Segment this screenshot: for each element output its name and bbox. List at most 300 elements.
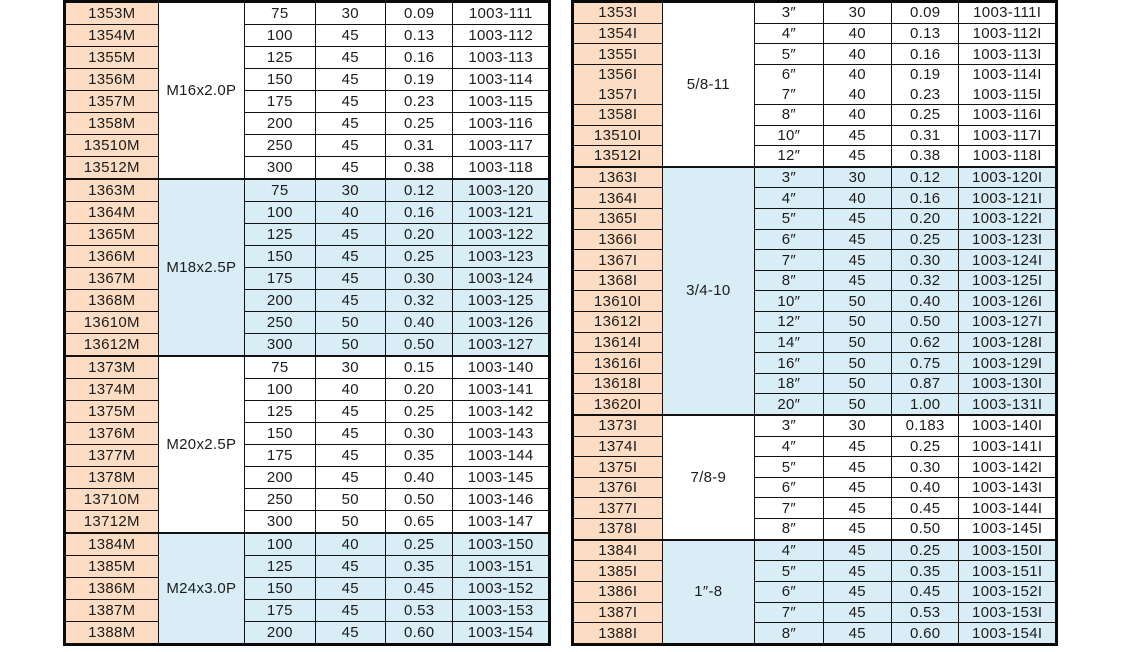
table-row — [573, 167, 1057, 188]
table-row — [65, 533, 550, 556]
shank-cell: 45 — [315, 245, 385, 267]
length-cell: 300 — [245, 333, 315, 356]
table-row — [573, 270, 1057, 291]
model-cell: 1375I — [573, 457, 663, 478]
shank-cell: 45 — [315, 400, 385, 422]
weight-cell: 0.65 — [385, 510, 452, 533]
part-number-cell: 1003-143 — [453, 422, 550, 444]
weight-cell: 0.53 — [385, 599, 452, 621]
length-cell: 100 — [245, 202, 315, 224]
weight-cell: 0.87 — [891, 373, 958, 394]
part-number-cell: 1003-150I — [959, 540, 1057, 561]
model-cell: 1356M — [65, 69, 159, 91]
shank-cell: 45 — [315, 223, 385, 245]
model-cell: 1387M — [65, 599, 159, 621]
length-cell: 200 — [245, 112, 315, 134]
part-number-cell: 1003-121I — [959, 188, 1057, 209]
part-number-cell: 1003-127I — [959, 312, 1057, 333]
shank-cell: 50 — [823, 291, 891, 312]
weight-cell: 0.32 — [891, 270, 958, 291]
weight-cell: 0.30 — [891, 457, 958, 478]
model-cell: 1366M — [65, 245, 159, 267]
shank-cell: 45 — [315, 444, 385, 466]
shank-cell: 45 — [315, 577, 385, 599]
shank-cell: 40 — [315, 202, 385, 224]
part-number-cell: 1003-153I — [959, 602, 1057, 623]
shank-cell: 45 — [315, 555, 385, 577]
model-cell: 1356I — [573, 64, 663, 84]
model-cell: 13614I — [573, 332, 663, 353]
length-cell: 200 — [245, 466, 315, 488]
shank-cell: 45 — [823, 498, 891, 519]
table-row — [65, 422, 550, 444]
part-number-cell: 1003-154 — [453, 621, 550, 644]
thread-spec-cell: M20x2.5P — [158, 356, 245, 533]
shank-cell: 50 — [315, 488, 385, 510]
model-cell: 1358M — [65, 112, 159, 134]
model-cell: 13512M — [65, 156, 159, 179]
part-number-cell: 1003-116I — [959, 104, 1057, 125]
shank-cell: 30 — [823, 2, 891, 24]
shank-cell: 45 — [823, 602, 891, 623]
length-cell: 75 — [245, 356, 315, 379]
weight-cell: 0.45 — [891, 581, 958, 602]
part-number-cell: 1003-140I — [959, 415, 1057, 436]
length-cell: 3″ — [755, 167, 823, 188]
length-cell: 175 — [245, 444, 315, 466]
weight-cell: 0.50 — [891, 312, 958, 333]
table-row — [573, 44, 1057, 65]
thread-spec-cell: 3/4-10 — [662, 167, 755, 415]
weight-cell: 0.25 — [385, 245, 452, 267]
part-number-cell: 1003-117 — [453, 134, 550, 156]
weight-cell: 0.30 — [385, 422, 452, 444]
table-row — [65, 333, 550, 356]
thread-spec-cell: M18x2.5P — [158, 179, 245, 356]
weight-cell: 0.12 — [385, 179, 452, 202]
table-row — [573, 23, 1057, 44]
length-cell: 5″ — [755, 209, 823, 230]
model-cell: 1364M — [65, 202, 159, 224]
part-number-cell: 1003-115 — [453, 91, 550, 113]
shank-cell: 50 — [823, 332, 891, 353]
part-number-cell: 1003-120I — [959, 167, 1057, 188]
shank-cell: 45 — [315, 267, 385, 289]
shank-cell: 45 — [823, 146, 891, 167]
part-number-cell: 1003-124 — [453, 267, 550, 289]
length-cell: 8″ — [755, 270, 823, 291]
weight-cell: 0.50 — [385, 333, 452, 356]
table-row — [65, 488, 550, 510]
table-row — [573, 457, 1057, 478]
part-number-cell: 1003-118 — [453, 156, 550, 179]
model-cell: 1374I — [573, 436, 663, 457]
part-number-cell: 1003-124I — [959, 250, 1057, 271]
weight-cell: 0.183 — [891, 415, 958, 436]
shank-cell: 45 — [823, 561, 891, 582]
model-cell: 1354M — [65, 25, 159, 47]
shank-cell: 40 — [315, 533, 385, 556]
table-row — [65, 245, 550, 267]
model-cell: 1368M — [65, 289, 159, 311]
model-cell: 1377I — [573, 498, 663, 519]
part-number-cell: 1003-151I — [959, 561, 1057, 582]
weight-cell: 0.20 — [891, 209, 958, 230]
part-number-cell: 1003-152I — [959, 581, 1057, 602]
length-cell: 8″ — [755, 104, 823, 125]
length-cell: 4″ — [755, 540, 823, 561]
model-cell: 1386I — [573, 581, 663, 602]
shank-cell: 45 — [315, 599, 385, 621]
length-cell: 4″ — [755, 23, 823, 44]
part-number-cell: 1003-143I — [959, 477, 1057, 498]
shank-cell: 45 — [315, 25, 385, 47]
part-number-cell: 1003-112I — [959, 23, 1057, 44]
weight-cell: 0.25 — [891, 229, 958, 250]
weight-cell: 0.40 — [891, 477, 958, 498]
length-cell: 7″ — [755, 498, 823, 519]
table-row — [65, 179, 550, 202]
length-cell: 5″ — [755, 44, 823, 65]
table-row — [573, 188, 1057, 209]
model-cell: 13510I — [573, 125, 663, 146]
shank-cell: 50 — [315, 510, 385, 533]
length-cell: 125 — [245, 47, 315, 69]
length-cell: 6″ — [755, 581, 823, 602]
length-cell: 100 — [245, 533, 315, 556]
weight-cell: 0.16 — [891, 44, 958, 65]
weight-cell: 0.45 — [385, 577, 452, 599]
model-cell: 1388I — [573, 623, 663, 645]
weight-cell: 0.15 — [385, 356, 452, 379]
part-number-cell: 1003-125 — [453, 289, 550, 311]
model-cell: 1357M — [65, 91, 159, 113]
model-cell: 13616I — [573, 353, 663, 374]
shank-cell: 45 — [823, 270, 891, 291]
weight-cell: 0.53 — [891, 602, 958, 623]
table-row — [65, 91, 550, 113]
shank-cell: 45 — [315, 47, 385, 69]
length-cell: 75 — [245, 2, 315, 25]
weight-cell: 0.16 — [385, 47, 452, 69]
part-number-cell: 1003-113 — [453, 47, 550, 69]
weight-cell: 0.09 — [891, 2, 958, 24]
model-cell: 1384M — [65, 533, 159, 556]
table-row — [65, 223, 550, 245]
model-cell: 1355I — [573, 44, 663, 65]
shank-cell: 45 — [315, 621, 385, 644]
part-number-cell: 1003-151 — [453, 555, 550, 577]
length-cell: 150 — [245, 245, 315, 267]
weight-cell: 0.12 — [891, 167, 958, 188]
length-cell: 250 — [245, 134, 315, 156]
thread-spec-cell: M16x2.0P — [158, 2, 245, 179]
length-cell: 10″ — [755, 125, 823, 146]
table-row — [573, 332, 1057, 353]
model-cell: 1368I — [573, 270, 663, 291]
length-cell: 4″ — [755, 436, 823, 457]
metric-models-table — [63, 0, 551, 646]
part-number-cell: 1003-117I — [959, 125, 1057, 146]
length-cell: 125 — [245, 555, 315, 577]
shank-cell: 45 — [823, 623, 891, 645]
table-row — [573, 250, 1057, 271]
weight-cell: 0.35 — [385, 555, 452, 577]
length-cell: 6″ — [755, 229, 823, 250]
model-cell: 1386M — [65, 577, 159, 599]
table-row — [65, 400, 550, 422]
weight-cell: 0.38 — [891, 146, 958, 167]
table-row — [65, 444, 550, 466]
shank-cell: 50 — [315, 311, 385, 333]
table-row — [573, 415, 1057, 436]
weight-cell: 0.13 — [385, 25, 452, 47]
model-cell: 1363I — [573, 167, 663, 188]
part-number-cell: 1003-115I — [959, 84, 1057, 104]
model-cell: 13512I — [573, 146, 663, 167]
table-row — [573, 104, 1057, 125]
weight-cell: 0.19 — [891, 64, 958, 84]
length-cell: 4″ — [755, 188, 823, 209]
model-cell: 1354I — [573, 23, 663, 44]
thread-spec-cell: 1″-8 — [662, 540, 755, 645]
table-row — [573, 436, 1057, 457]
shank-cell: 45 — [315, 289, 385, 311]
shank-cell: 40 — [823, 44, 891, 65]
part-number-cell: 1003-141 — [453, 378, 550, 400]
model-cell: 1377M — [65, 444, 159, 466]
table-row — [573, 623, 1057, 645]
shank-cell: 50 — [823, 373, 891, 394]
length-cell: 20″ — [755, 394, 823, 415]
weight-cell: 0.19 — [385, 69, 452, 91]
table-row — [65, 555, 550, 577]
length-cell: 5″ — [755, 561, 823, 582]
table-row — [65, 112, 550, 134]
model-cell: 1363M — [65, 179, 159, 202]
weight-cell: 0.35 — [891, 561, 958, 582]
length-cell: 100 — [245, 378, 315, 400]
part-number-cell: 1003-122I — [959, 209, 1057, 230]
shank-cell: 45 — [315, 422, 385, 444]
model-cell: 1358I — [573, 104, 663, 125]
shank-cell: 45 — [823, 581, 891, 602]
thread-spec-cell: 5/8-11 — [662, 2, 755, 167]
length-cell: 200 — [245, 289, 315, 311]
table-row — [65, 69, 550, 91]
part-number-cell: 1003-128I — [959, 332, 1057, 353]
part-number-cell: 1003-126 — [453, 311, 550, 333]
shank-cell: 40 — [823, 188, 891, 209]
length-cell: 6″ — [755, 64, 823, 84]
length-cell: 100 — [245, 25, 315, 47]
shank-cell: 50 — [823, 353, 891, 374]
model-cell: 1373M — [65, 356, 159, 379]
model-cell: 1387I — [573, 602, 663, 623]
model-cell: 13620I — [573, 394, 663, 415]
model-cell: 1367M — [65, 267, 159, 289]
table-row — [573, 64, 1057, 84]
model-cell: 1384I — [573, 540, 663, 561]
length-cell: 12″ — [755, 146, 823, 167]
shank-cell: 45 — [823, 457, 891, 478]
part-number-cell: 1003-120 — [453, 179, 550, 202]
shank-cell: 30 — [315, 356, 385, 379]
table-row — [65, 134, 550, 156]
weight-cell: 0.09 — [385, 2, 452, 25]
shank-cell: 45 — [315, 134, 385, 156]
length-cell: 250 — [245, 311, 315, 333]
weight-cell: 0.16 — [891, 188, 958, 209]
part-number-cell: 1003-116 — [453, 112, 550, 134]
model-cell: 1364I — [573, 188, 663, 209]
table-row — [573, 519, 1057, 540]
part-number-cell: 1003-123I — [959, 229, 1057, 250]
part-number-cell: 1003-121 — [453, 202, 550, 224]
model-cell: 1373I — [573, 415, 663, 436]
length-cell: 8″ — [755, 519, 823, 540]
shank-cell: 40 — [315, 378, 385, 400]
length-cell: 150 — [245, 577, 315, 599]
weight-cell: 0.25 — [891, 104, 958, 125]
part-number-cell: 1003-145 — [453, 466, 550, 488]
length-cell: 200 — [245, 621, 315, 644]
part-number-cell: 1003-142 — [453, 400, 550, 422]
shank-cell: 30 — [315, 179, 385, 202]
weight-cell: 0.40 — [891, 291, 958, 312]
part-number-cell: 1003-126I — [959, 291, 1057, 312]
shank-cell: 40 — [823, 64, 891, 84]
model-cell: 1378M — [65, 466, 159, 488]
shank-cell: 45 — [315, 112, 385, 134]
length-cell: 75 — [245, 179, 315, 202]
weight-cell: 0.45 — [891, 498, 958, 519]
shank-cell: 45 — [823, 477, 891, 498]
weight-cell: 0.25 — [891, 436, 958, 457]
table-row — [65, 510, 550, 533]
shank-cell: 45 — [823, 250, 891, 271]
shank-cell: 45 — [823, 519, 891, 540]
weight-cell: 0.50 — [385, 488, 452, 510]
table-row — [573, 2, 1057, 24]
part-number-cell: 1003-154I — [959, 623, 1057, 645]
table-row — [573, 602, 1057, 623]
length-cell: 300 — [245, 156, 315, 179]
length-cell: 12″ — [755, 312, 823, 333]
part-number-cell: 1003-144I — [959, 498, 1057, 519]
table-row — [573, 394, 1057, 415]
table-row — [65, 599, 550, 621]
table-row — [573, 477, 1057, 498]
model-cell: 1367I — [573, 250, 663, 271]
inch-models-table — [571, 0, 1058, 646]
model-cell: 1388M — [65, 621, 159, 644]
model-cell: 1376I — [573, 477, 663, 498]
weight-cell: 0.23 — [891, 84, 958, 104]
shank-cell: 30 — [823, 415, 891, 436]
table-row — [65, 311, 550, 333]
shank-cell: 45 — [315, 91, 385, 113]
length-cell: 16″ — [755, 353, 823, 374]
model-cell: 1375M — [65, 400, 159, 422]
length-cell: 5″ — [755, 457, 823, 478]
shank-cell: 45 — [823, 209, 891, 230]
weight-cell: 0.25 — [385, 400, 452, 422]
table-row — [65, 156, 550, 179]
part-number-cell: 1003-114I — [959, 64, 1057, 84]
table-row — [573, 353, 1057, 374]
part-number-cell: 1003-122 — [453, 223, 550, 245]
table-row — [65, 202, 550, 224]
part-number-cell: 1003-118I — [959, 146, 1057, 167]
shank-cell: 50 — [823, 312, 891, 333]
table-row — [65, 289, 550, 311]
length-cell: 175 — [245, 91, 315, 113]
shank-cell: 30 — [315, 2, 385, 25]
weight-cell: 0.25 — [385, 533, 452, 556]
thread-spec-cell: 7/8-9 — [662, 415, 755, 540]
table-row — [573, 84, 1057, 104]
model-cell: 1353M — [65, 2, 159, 25]
model-cell: 13712M — [65, 510, 159, 533]
model-cell: 1374M — [65, 378, 159, 400]
weight-cell: 0.62 — [891, 332, 958, 353]
weight-cell: 0.38 — [385, 156, 452, 179]
weight-cell: 0.31 — [385, 134, 452, 156]
weight-cell: 0.31 — [891, 125, 958, 146]
model-cell: 13612I — [573, 312, 663, 333]
model-cell: 1353I — [573, 2, 663, 24]
length-cell: 7″ — [755, 602, 823, 623]
table-row — [65, 47, 550, 69]
shank-cell: 45 — [823, 125, 891, 146]
weight-cell: 0.40 — [385, 311, 452, 333]
weight-cell: 0.23 — [385, 91, 452, 113]
table-row — [65, 378, 550, 400]
part-number-cell: 1003-113I — [959, 44, 1057, 65]
model-cell: 1355M — [65, 47, 159, 69]
length-cell: 125 — [245, 223, 315, 245]
part-number-cell: 1003-111I — [959, 2, 1057, 24]
weight-cell: 0.50 — [891, 519, 958, 540]
table-row — [573, 373, 1057, 394]
model-cell: 13612M — [65, 333, 159, 356]
part-number-cell: 1003-112 — [453, 25, 550, 47]
model-cell: 1378I — [573, 519, 663, 540]
model-cell: 1365M — [65, 223, 159, 245]
model-cell: 1376M — [65, 422, 159, 444]
length-cell: 6″ — [755, 477, 823, 498]
length-cell: 18″ — [755, 373, 823, 394]
table-row — [573, 540, 1057, 561]
shank-cell: 40 — [823, 23, 891, 44]
weight-cell: 0.75 — [891, 353, 958, 374]
part-number-cell: 1003-131I — [959, 394, 1057, 415]
length-cell: 150 — [245, 69, 315, 91]
part-number-cell: 1003-141I — [959, 436, 1057, 457]
weight-cell: 1.00 — [891, 394, 958, 415]
weight-cell: 0.16 — [385, 202, 452, 224]
table-row — [65, 267, 550, 289]
part-number-cell: 1003-144 — [453, 444, 550, 466]
part-number-cell: 1003-142I — [959, 457, 1057, 478]
model-cell: 1385M — [65, 555, 159, 577]
part-number-cell: 1003-111 — [453, 2, 550, 25]
table-row — [65, 2, 550, 25]
part-number-cell: 1003-114 — [453, 69, 550, 91]
weight-cell: 0.20 — [385, 223, 452, 245]
model-cell: 1385I — [573, 561, 663, 582]
